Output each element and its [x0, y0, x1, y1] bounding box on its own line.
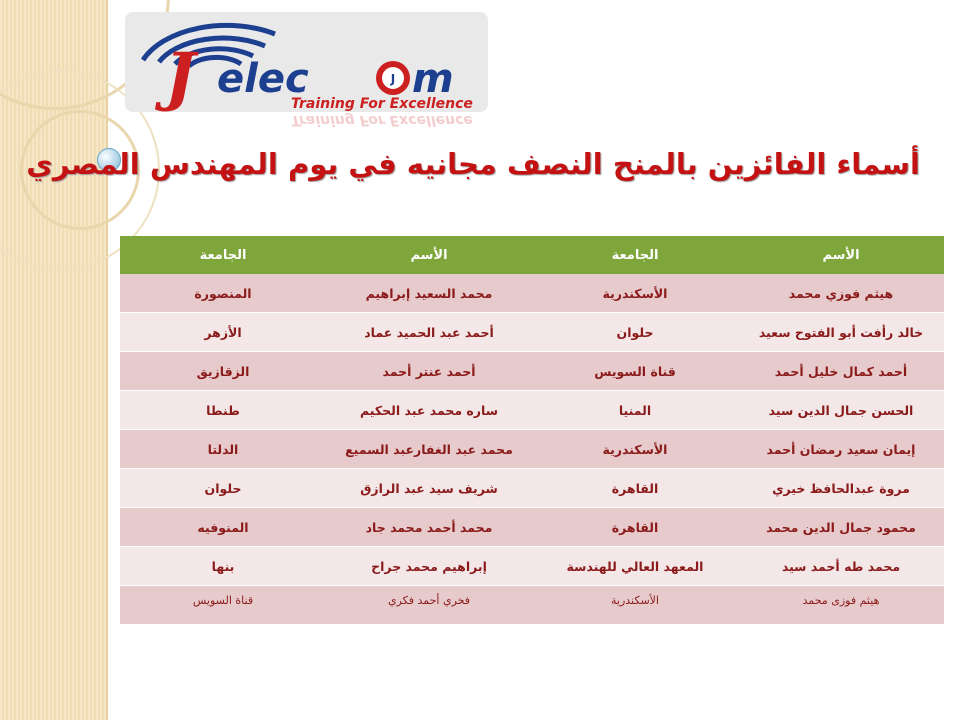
table-cell: قناة السويس: [120, 586, 326, 625]
table-cell: طنطا: [120, 391, 326, 430]
table-cell: مروة عبدالحافظ خيري: [738, 469, 944, 508]
column-header-university: الجامعة: [532, 236, 738, 274]
table-cell: الحسن جمال الدين سيد: [738, 391, 944, 430]
table-cell: هيثم فوزي محمد: [738, 274, 944, 313]
table-cell: شريف سيد عبد الرازق: [326, 469, 532, 508]
table-cell: خالد رأفت أبو الفتوح سعيد: [738, 313, 944, 352]
table-cell: محمد أحمد محمد جاد: [326, 508, 532, 547]
page-title: أسماء الفائزين بالمنح النصف مجانيه في يوم المهندس المصري: [26, 147, 920, 181]
table-cell: حلوان: [120, 469, 326, 508]
table-cell: أحمد عبد الحميد عماد: [326, 313, 532, 352]
table-row: [120, 352, 944, 391]
table-cell: إبراهيم محمد جراح: [326, 547, 532, 586]
table-cell: الزقازيق: [120, 352, 326, 391]
table-cell: قناة السويس: [532, 352, 738, 391]
table-header-row: [120, 236, 944, 274]
table-cell: الأسكندرية: [532, 274, 738, 313]
logo-reflection: [125, 112, 488, 142]
jelecom-logo: [125, 12, 488, 112]
table-cell: المنصورة: [120, 274, 326, 313]
table-cell: القاهرة: [532, 508, 738, 547]
table-cell: حلوان: [532, 313, 738, 352]
table-cell: ساره محمد عبد الحكيم: [326, 391, 532, 430]
table-cell: محمد السعيد إبراهيم: [326, 274, 532, 313]
table-cell: محمد طه أحمد سيد: [738, 547, 944, 586]
column-header-name: الأسم: [326, 236, 532, 274]
table-cell: الأزهر: [120, 313, 326, 352]
column-header-name: الأسم: [738, 236, 944, 274]
table-cell: هيثم فوزى محمد: [738, 586, 944, 625]
winners-table: [120, 236, 944, 625]
table-cell: أحمد كمال خليل أحمد: [738, 352, 944, 391]
svg-text:J: J: [390, 72, 396, 86]
table-row: [120, 469, 944, 508]
table-row: [120, 391, 944, 430]
table-row: [120, 586, 944, 625]
table-cell: إيمان سعيد رمضان أحمد: [738, 430, 944, 469]
table-cell: القاهرة: [532, 469, 738, 508]
table-row: [120, 274, 944, 313]
svg-text:Training For Excellence: Training For Excellence: [291, 112, 473, 128]
table-cell: المنوفيه: [120, 508, 326, 547]
table-row: [120, 547, 944, 586]
table-cell: فخري أحمد فكري: [326, 586, 532, 625]
table-cell: بنها: [120, 547, 326, 586]
table-cell: أحمد عنتر أحمد: [326, 352, 532, 391]
svg-text:Training For Excellence: Training For Excellence: [291, 96, 473, 112]
table-cell: الدلتا: [120, 430, 326, 469]
table-row: [120, 508, 944, 547]
table-cell: الأسكندرية: [532, 586, 738, 625]
table-cell: المعهد العالي للهندسة: [532, 547, 738, 586]
table-row: [120, 430, 944, 469]
table-cell: المنيا: [532, 391, 738, 430]
svg-text:J: J: [165, 39, 196, 112]
column-header-university: الجامعة: [120, 236, 326, 274]
table-cell: محمود جمال الدين محمد: [738, 508, 944, 547]
table-cell: محمد عبد الغفارعبد السميع: [326, 430, 532, 469]
table-cell: الأسكندرية: [532, 430, 738, 469]
svg-text:m: m: [412, 56, 454, 102]
table-row: [120, 313, 944, 352]
svg-text:elec: elec: [217, 56, 309, 102]
